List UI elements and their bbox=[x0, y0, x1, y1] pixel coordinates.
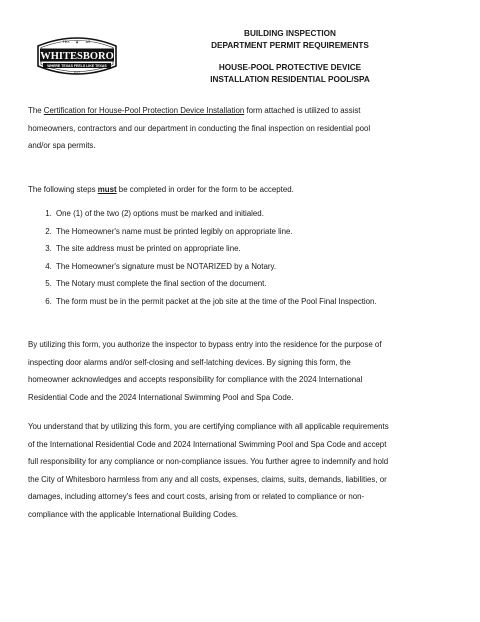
intro-line-2: homeowners, contractors and our department in conducting the final inspection on residential pool bbox=[28, 123, 371, 133]
header-line-4: INSTALLATION RESIDENTIAL POOL/SPA bbox=[210, 75, 370, 84]
whitesboro-logo bbox=[34, 32, 120, 80]
step-item: 3. The site address must be printed on appropriate line. bbox=[54, 240, 452, 258]
step-item: 2. The Homeowner's name must be printed legibly on appropriate line. bbox=[54, 223, 452, 241]
authorization-line-1: By utilizing this form, you authorize the inspector to bypass entry into the residence for the purpose of bbox=[28, 340, 382, 349]
svg-text:TEX: TEX bbox=[62, 40, 70, 44]
document-header bbox=[190, 28, 390, 86]
step-item: 1. One (1) of the two (2) options must be marked and initialed. bbox=[54, 205, 452, 223]
header-line-3: HOUSE-POOL PROTECTIVE DEVICE bbox=[218, 63, 362, 72]
whitesboro-logo-icon bbox=[34, 32, 120, 80]
certification-link: Certification for House-Pool Protection Device Installation bbox=[43, 106, 245, 115]
step-item: 4. The Homeowner's signature must be NOTARIZED by a Notary. bbox=[54, 258, 452, 276]
document-body bbox=[28, 102, 452, 523]
compliance-line-6: compliance with the applicable International Building Codes. bbox=[28, 509, 239, 519]
svg-text:EST: EST bbox=[74, 70, 80, 75]
intro-line-3: and/or spa permits. bbox=[28, 141, 96, 150]
authorization-line-4: Residential Code and the 2024 International Swimming Pool and Spa Code. bbox=[28, 392, 294, 402]
compliance-line-5: damages, including attorney's fees and court costs, arising from or related to compliance or non- bbox=[28, 492, 365, 501]
compliance-line-2: of the International Residential Code and 2024 International Swimming Pool and Spa Code and accept bbox=[28, 439, 387, 449]
steps-intro: The following steps must be completed in order for the form to be accepted. bbox=[28, 184, 294, 194]
must-emphasis: must bbox=[97, 184, 117, 194]
authorization-line-3: homeowner acknowledges and accepts responsibility for compliance with the 2024 International bbox=[28, 375, 363, 384]
compliance-line-1: You understand that by utilizing this form, you are certifying compliance with all applicable requirements bbox=[28, 422, 389, 431]
header-line-2: DEPARTMENT PERMIT REQUIREMENTS bbox=[211, 41, 369, 50]
step-item: 5. The Notary must complete the final section of the document. bbox=[54, 275, 452, 293]
compliance-line-4: the City of Whitesboro harmless from any and all costs, expenses, claims, suits, demands, liabilities, or bbox=[28, 474, 387, 484]
header-line-1: BUILDING INSPECTION bbox=[244, 29, 336, 38]
intro-line-1: The Certification for House-Pool Protection Device Installation form attached is utilized to assist bbox=[28, 106, 361, 115]
svg-text:WHERE TEXAS FEELS LIKE TEXAS: WHERE TEXAS FEELS LIKE TEXAS bbox=[47, 63, 107, 68]
steps-list bbox=[28, 205, 452, 310]
compliance-line-3: full responsibility for any compliance or non-compliance issues. You further agree to indemnify and hold bbox=[28, 457, 389, 466]
svg-text:★: ★ bbox=[75, 39, 79, 45]
svg-text:WHITESBORO: WHITESBORO bbox=[40, 50, 114, 62]
step-item: 6. The form must be in the permit packet at the job site at the time of the Pool Final Inspection. bbox=[54, 293, 452, 311]
svg-text:AS: AS bbox=[85, 40, 91, 44]
authorization-line-2: inspecting door alarms and/or self-closing and self-latching devices. By signing this form, the bbox=[28, 357, 351, 367]
